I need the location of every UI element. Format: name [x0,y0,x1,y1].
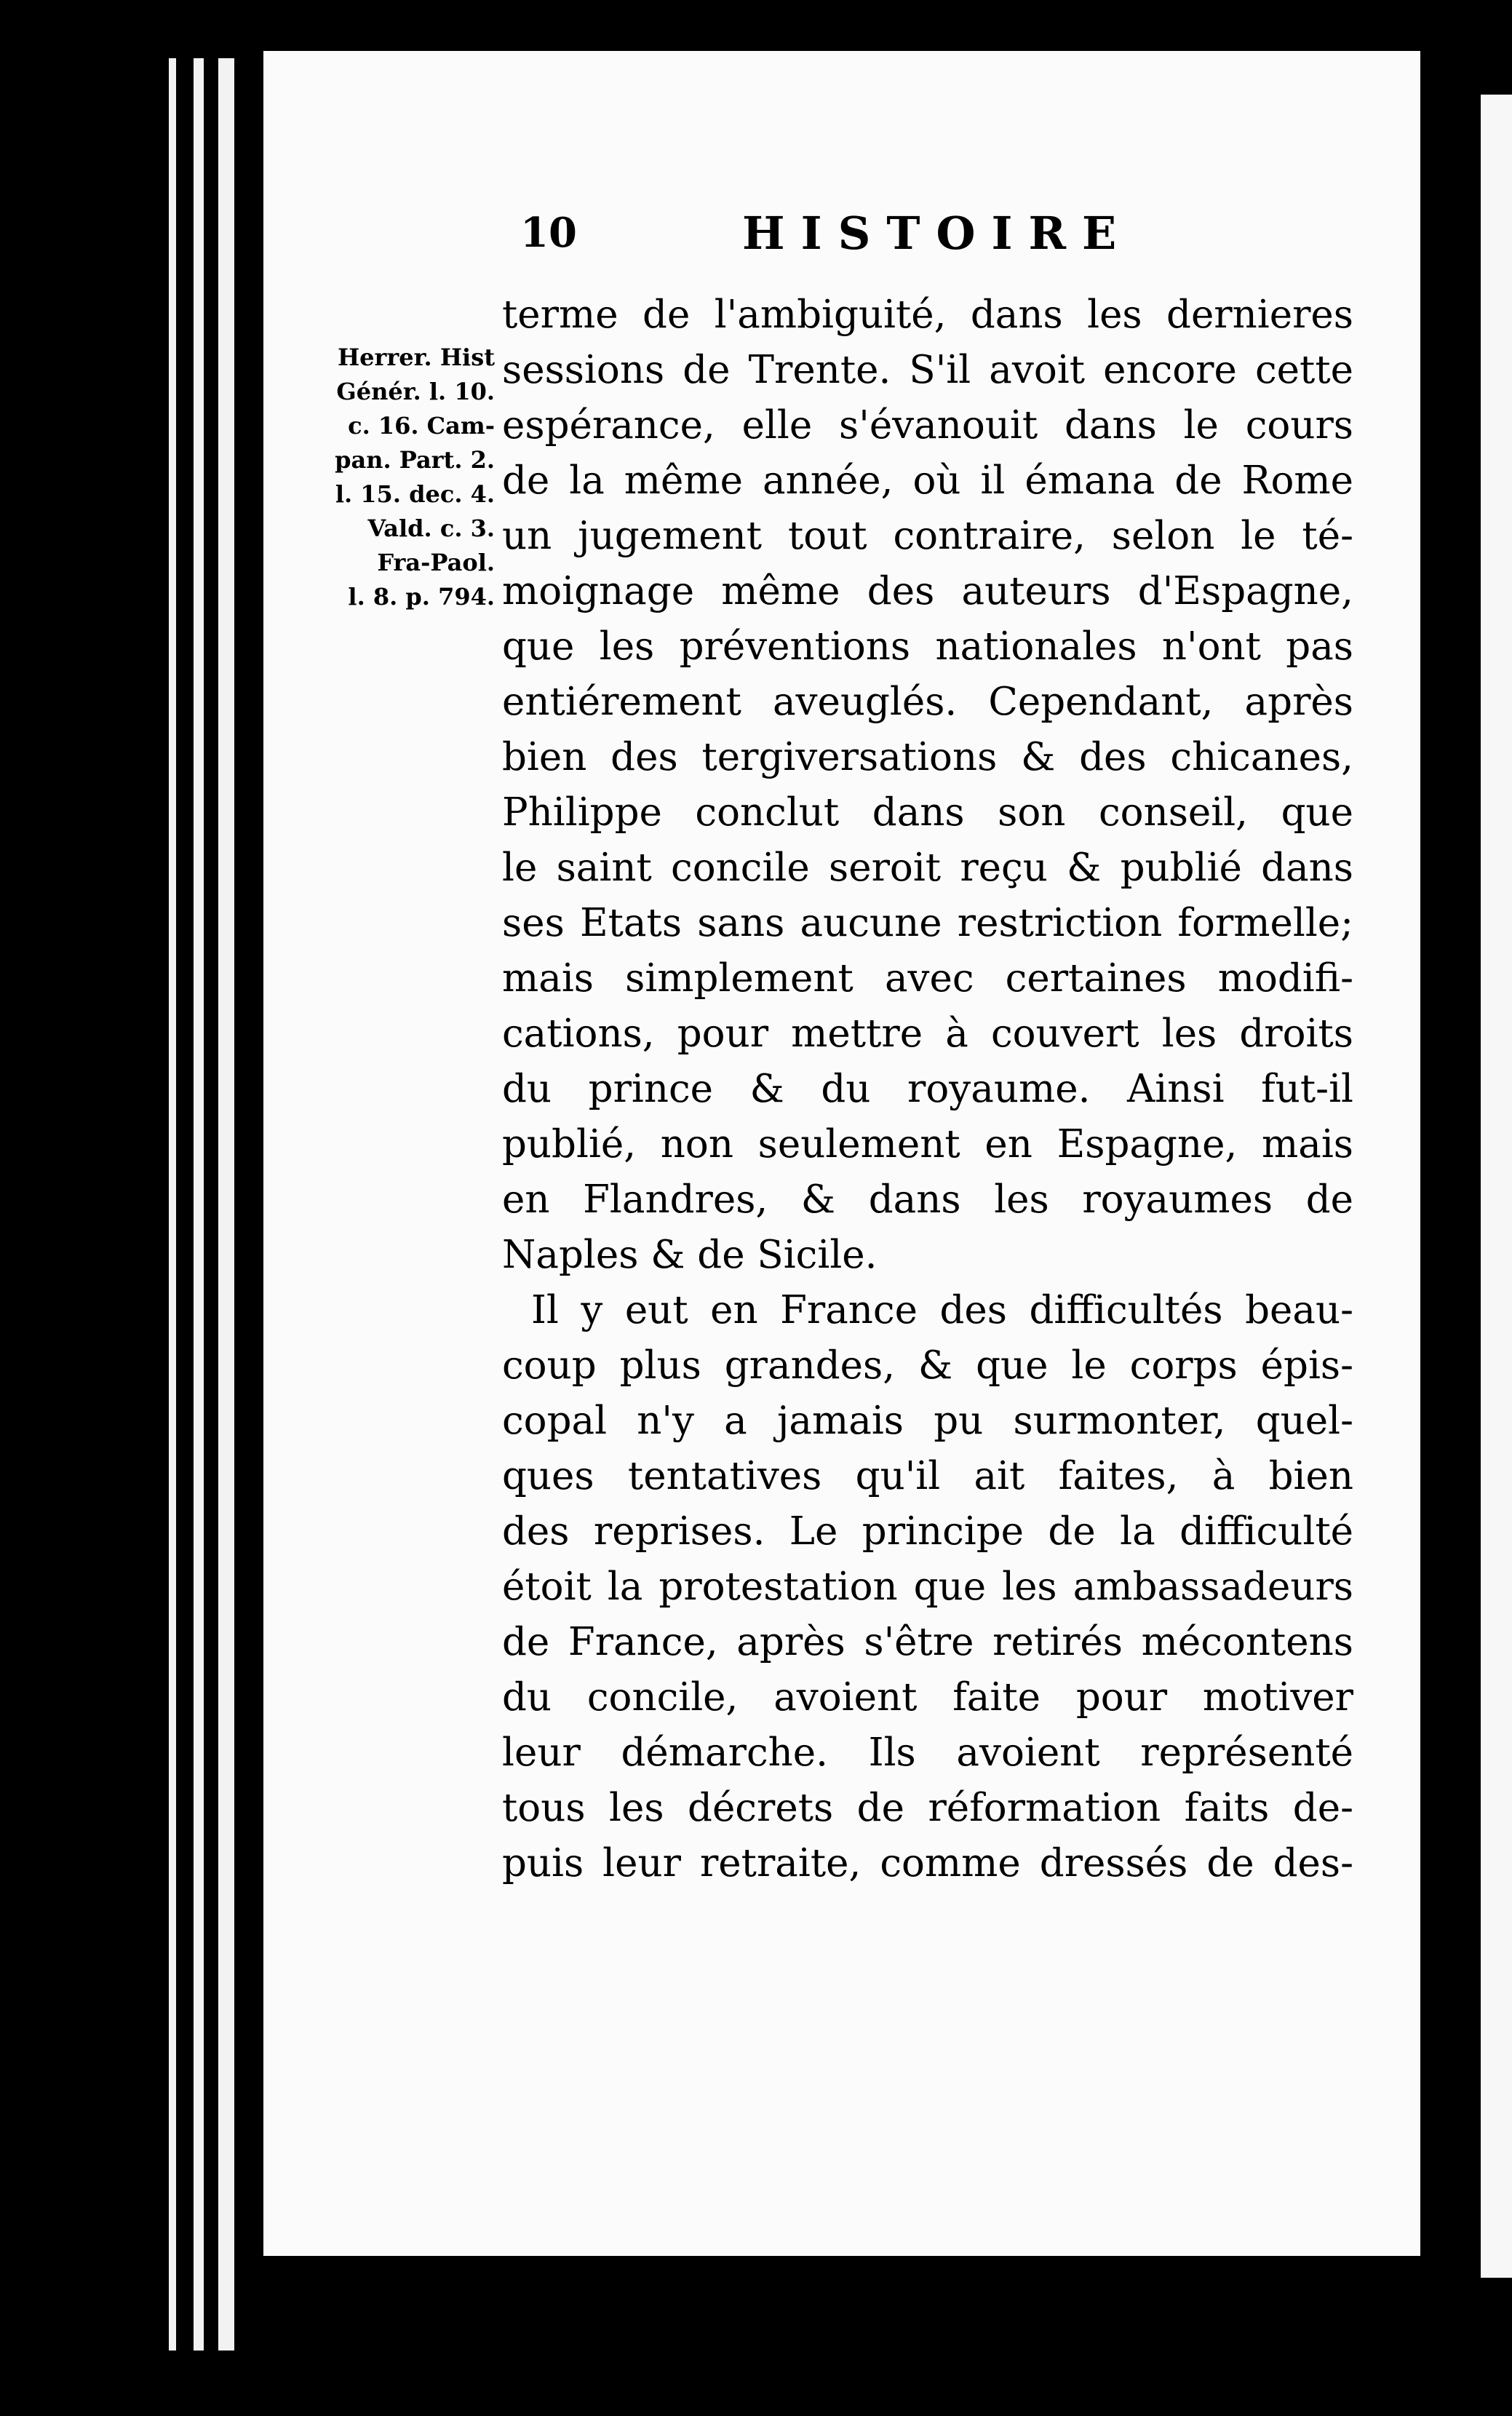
text-line: Philippe conclut dans son conseil, que [502,790,1353,835]
margin-note-line: pan. Part. 2. [335,446,495,474]
margin-note-line: c. 16. Cam- [348,412,495,440]
binding-stripe-1 [169,58,176,2351]
text-line: puis leur retraite, comme dressés de des- [502,1841,1353,1885]
page-header [0,159,1512,260]
text-line: du concile, avoient faite pour motiver [502,1675,1353,1720]
margin-note-line: l. 8. p. 794. [348,583,495,611]
text-line: coup plus grandes, & que le corps épis- [502,1343,1353,1388]
text-line: étoit la protestation que les ambassadeurs [502,1565,1353,1609]
margin-note-line: Génér. l. 10. [336,378,495,405]
running-head: HISTOIRE [742,207,1133,260]
margin-note-line: Herrer. Hist [337,343,495,371]
text-line: bien des tergiversations & des chicanes, [502,735,1353,779]
text-line: cations, pour mettre à couvert les droits [502,1012,1353,1056]
paragraph-2 [502,1283,1353,1891]
text-line: copal n'y a jamais pu surmonter, quel- [502,1399,1353,1443]
page-number: 10 [520,209,577,257]
text-line: de France, après s'être retirés mécontens [502,1620,1353,1664]
body-text [502,287,1353,1891]
text-line: en Flandres, & dans les royaumes de [502,1177,1353,1222]
text-line: ses Etats sans aucune restriction formelle; [502,901,1353,945]
text-line: leur démarche. Ils avoient représenté [502,1730,1353,1775]
text-line: Il y eut en France des difficultés beau- [531,1288,1353,1332]
text-line: que les préventions nationales n'ont pas [502,624,1353,669]
text-line: moignage même des auteurs d'Espagne, [502,569,1353,613]
binding-stripe-2 [194,58,204,2351]
text-line: ques tentatives qu'il ait faites, à bien [502,1454,1353,1498]
text-line: un jugement tout contraire, selon le té- [502,514,1353,558]
margin-note-line: l. 15. dec. 4. [335,480,495,508]
text-line: publié, non seulement en Espagne, mais [502,1122,1353,1167]
text-line: espérance, elle s'évanouit dans le cours [502,403,1353,448]
margin-note-line: Fra-Paol. [377,549,495,576]
margin-notes [304,341,495,614]
text-line: des reprises. Le principe de la difficulté [502,1509,1353,1554]
text-line: du prince & du royaume. Ainsi fut-il [502,1067,1353,1111]
binding-stripe-3 [218,58,234,2351]
margin-note-line: Vald. c. 3. [367,514,495,542]
text-line: Naples & de Sicile. [502,1233,878,1277]
facing-page-edge [1481,95,1512,2278]
text-line: de la même année, où il émana de Rome [502,458,1353,503]
text-line: terme de l'ambiguité, dans les dernieres [502,293,1353,337]
text-line: entiérement aveuglés. Cependant, après [502,680,1353,724]
text-line: le saint concile seroit reçu & publié dans [502,846,1353,890]
paragraph-1 [502,287,1353,1283]
text-line: tous les décrets de réformation faits de- [502,1786,1353,1830]
text-line: mais simplement avec certaines modifi- [502,956,1353,1001]
text-line: sessions de Trente. S'il avoit encore cette [502,348,1353,392]
